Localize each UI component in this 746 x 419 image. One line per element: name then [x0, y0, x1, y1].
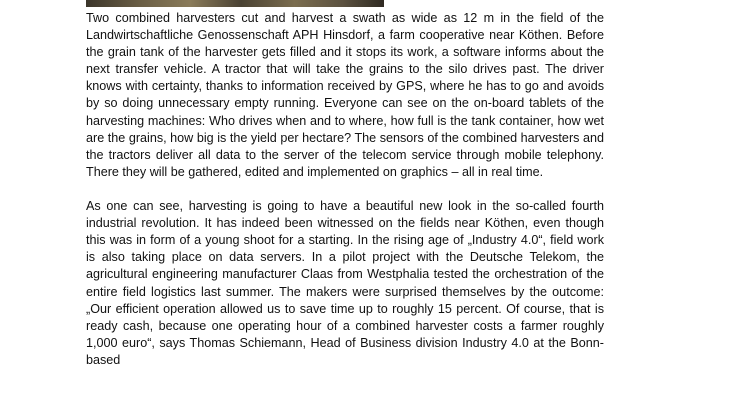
paragraph-industry-4-0: As one can see, harvesting is going to have a beautiful new look in the so-called fourth industrial revolution. It has indeed been witnessed on the fields near Köthen, even though this was in form of a young shoot for a starting. In the rising age of „Industry 4.0“, field work is also taking place on data servers. In a pilot project with the Deutsche Telekom, the agricultural engineering manufacturer Claas from Westphalia tested the orchestration of the entire field logistics last summer. The makers were surprised themselves by the outcome: „Our efficient operation allowed us to save time up to roughly 15 percent. Of course, that is ready cash, because one operating hour of a combined harvester costs a farmer roughly 1,000 euro“, says Thomas Schiemann, Head of Business division Industry 4.0 at the Bonn-based	[86, 199, 604, 367]
photo-bottom-edge	[86, 0, 384, 7]
article-body	[86, 10, 604, 369]
paragraph-harvest-logistics: Two combined harvesters cut and harvest a swath as wide as 12 m in the field of the Landwirtschaftliche Genossenschaft APH Hinsdorf, a farm cooperative near Köthen. Before the grain tank of the harvester gets filled and it stops its work, a software informs about the next transfer vehicle. A tractor that will take the grains to the silo drives past. The driver knows with certainty, thanks to information received by GPS, where he has to go and avoids by so doing unnecessary empty running. Everyone can see on the on-board tablets of the harvesting machines: Who drives when and to where, how full is the tank container, how wet are the grains, how big is the yield per hectare? The sensors of the combined harvesters and the tractors deliver all data to the server of the telecom service through mobile telephony. There they will be gathered, edited and implemented on graphics – all in real time.	[86, 11, 604, 179]
